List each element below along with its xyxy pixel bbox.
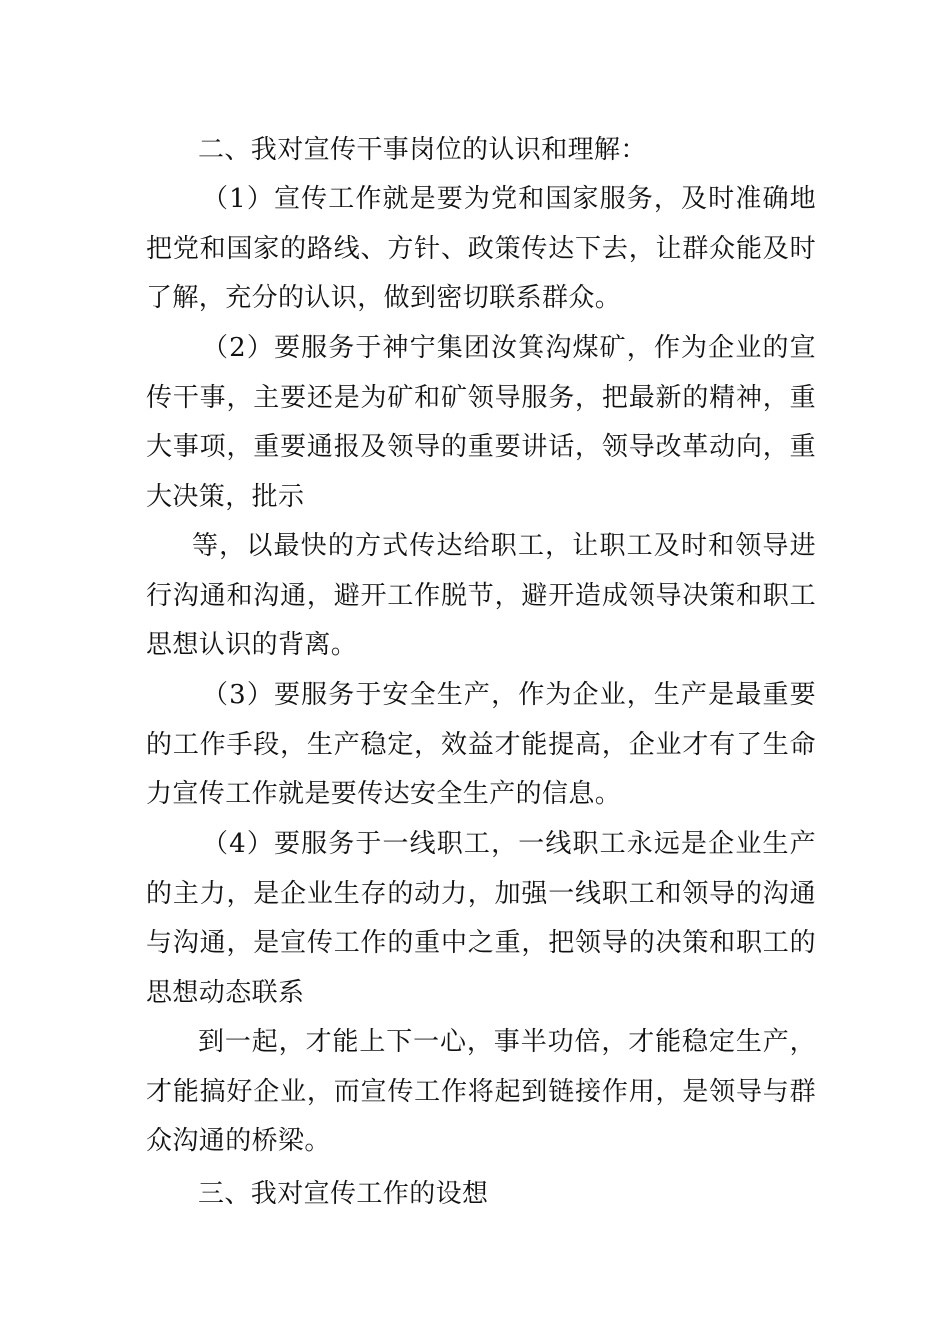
paragraph-item-4: （4）要服务于一线职工，一线职工永远是企业生产的主力，是企业生存的动力，加强一线职工和领导的沟通与沟通，是宣传工作的重中之重，把领导的决策和职工的思想动态联系 — [146, 829, 816, 1008]
section-heading-3: 三、我对宣传工作的设想 — [198, 1179, 489, 1209]
paragraph-item-2-continued: 等，以最快的方式传达给职工，让职工及时和领导进行沟通和沟通，避开工作脱节，避开造成领导决策和职工思想认识的背离。 — [146, 531, 816, 660]
paragraph-item-2: （2）要服务于神宁集团汝箕沟煤矿，作为企业的宣传干事，主要还是为矿和矿领导服务，把最新的精神，重大事项，重要通报及领导的重要讲话，领导改革动向，重大决策，批示 — [146, 333, 816, 512]
paragraph-item-3: （3）要服务于安全生产，作为企业，生产是最重要的工作手段，生产稳定，效益才能提高，企业才有了生命力宣传工作就是要传达安全生产的信息。 — [146, 680, 816, 809]
paragraph-item-4-continued: 到一起，才能上下一心，事半功倍，才能稳定生产，才能搞好企业，而宣传工作将起到链接作用，是领导与群众沟通的桥梁。 — [146, 1027, 816, 1156]
paragraph-item-1: （1）宣传工作就是要为党和国家服务，及时准确地把党和国家的路线、方针、政策传达下去，让群众能及时了解，充分的认识，做到密切联系群众。 — [146, 184, 816, 313]
section-heading-2: 二、我对宣传干事岗位的认识和理解： — [198, 135, 647, 165]
